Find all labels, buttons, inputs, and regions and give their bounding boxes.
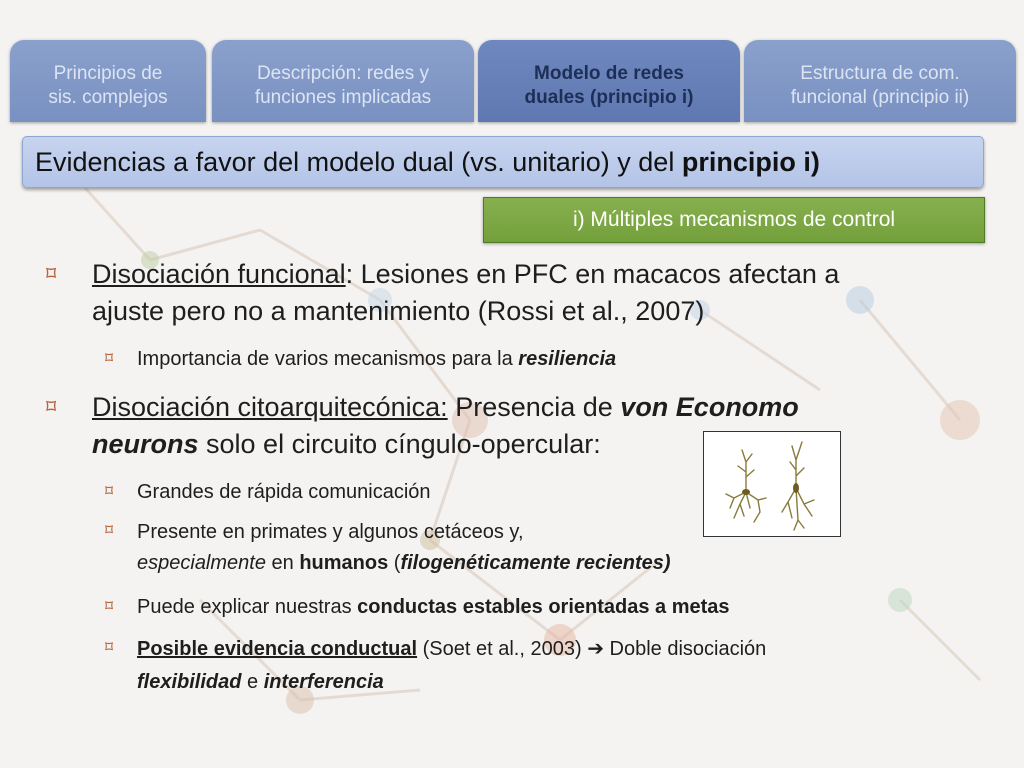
bullet-emphasis: von Economo xyxy=(620,392,799,422)
bullet-text: Presencia de xyxy=(447,392,621,422)
title-text: Evidencias a favor del modelo dual (vs. unitario) y del xyxy=(35,147,682,177)
sub-bullet-text: Importancia de varios mecanismos para la xyxy=(137,348,519,370)
tab-label-line2: funcional (principio ii) xyxy=(790,87,970,108)
sub-bullet-bold: humanos xyxy=(299,552,389,574)
bullet-disociacion-funcional xyxy=(92,256,972,330)
bullet-icon: ⌑ xyxy=(105,597,114,615)
sub-bullet-text: en xyxy=(265,552,300,574)
tab-label-line1: Estructura de com. xyxy=(800,63,960,84)
sub-bullet-conductas xyxy=(137,593,977,621)
sub-bullet-posible-evidencia xyxy=(137,633,997,699)
bullet-text: : Lesiones en PFC en macacos afectan a xyxy=(345,259,840,289)
slide-title xyxy=(22,136,984,188)
sub-bullet-text: ( xyxy=(388,552,401,574)
tab-label-line1: Descripción: redes y xyxy=(256,63,430,84)
tab-label-line2: sis. complejos xyxy=(48,87,168,108)
tab-modelo-redes-duales[interactable] xyxy=(478,40,740,122)
tab-label-line1: Principios de xyxy=(53,63,163,84)
subtitle-box: i) Múltiples mecanismos de control xyxy=(483,197,985,243)
bullet-text-line2: ajuste pero no a mantenimiento (Rossi et al., 2007) xyxy=(92,296,705,326)
sub-bullet-text: Grandes de rápida comunicación xyxy=(137,481,431,503)
tab-label-line1: Modelo de redes xyxy=(534,63,684,84)
sub-bullet-emphasis: filogenéticamente recientes) xyxy=(400,552,671,574)
sub-bullet-text: Doble disociación xyxy=(603,638,767,660)
sub-bullet-bold: conductas estables orientadas a metas xyxy=(357,596,730,618)
sub-bullet-text: e xyxy=(241,671,264,693)
sub-bullet-text: Puede explicar nuestras xyxy=(137,596,358,618)
bullet-icon: ⌑ xyxy=(105,638,114,656)
sub-bullet-emphasis: especialmente xyxy=(137,552,266,574)
bullet-heading: Disociación funcional xyxy=(92,259,346,289)
bullet-text: solo el circuito cíngulo-opercular: xyxy=(198,429,601,459)
tab-label-line2: duales (principio i) xyxy=(524,87,694,108)
bullet-icon: ⌑ xyxy=(46,263,57,285)
tab-label-line2: funciones implicadas xyxy=(254,87,432,108)
bullet-icon: ⌑ xyxy=(105,349,114,367)
von-economo-neuron-image xyxy=(703,431,841,537)
sub-bullet-text: Presente en primates y algunos cetáceos y, xyxy=(137,521,524,543)
neuron-drawing-icon xyxy=(704,432,840,536)
bullet-emphasis: neurons xyxy=(92,429,199,459)
sub-bullet-heading: Posible evidencia conductual xyxy=(137,638,418,660)
arrow-right-icon: ➔ xyxy=(587,638,604,660)
bullet-icon: ⌑ xyxy=(46,396,57,418)
sub-bullet-grandes xyxy=(137,478,697,506)
bullet-heading: Disociación citoarquitecónica: xyxy=(92,392,448,422)
tab-descripcion[interactable] xyxy=(212,40,474,122)
tab-principios[interactable] xyxy=(10,40,206,122)
tab-estructura[interactable] xyxy=(744,40,1016,122)
sub-bullet-emphasis: resiliencia xyxy=(518,348,617,370)
sub-bullet-emphasis: flexibilidad xyxy=(137,671,242,693)
sub-bullet-emphasis: interferencia xyxy=(263,671,384,693)
sub-bullet-resiliencia xyxy=(137,345,937,373)
bullet-icon: ⌑ xyxy=(105,482,114,500)
title-bold-text: principio i) xyxy=(681,147,820,177)
sub-bullet-text: (Soet et al., 2003) xyxy=(417,638,588,660)
bullet-icon: ⌑ xyxy=(105,521,114,539)
